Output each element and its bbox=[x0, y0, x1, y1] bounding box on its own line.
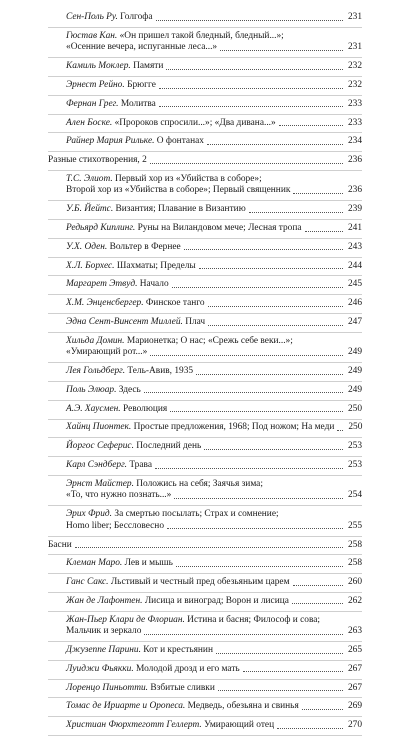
entry-line bbox=[48, 155, 362, 167]
entry-text bbox=[66, 185, 290, 197]
page-number: 253 bbox=[347, 459, 362, 470]
dot-leader bbox=[174, 498, 343, 499]
entry-text bbox=[66, 664, 240, 676]
dot-leader bbox=[208, 325, 343, 326]
dot-leader bbox=[166, 69, 343, 70]
entry-line bbox=[66, 596, 362, 608]
page-number: 270 bbox=[347, 720, 362, 731]
entry-author: Карл Сэндберг. bbox=[66, 459, 127, 470]
entry-line bbox=[66, 347, 362, 359]
entry-line bbox=[66, 404, 362, 416]
page-number: 249 bbox=[347, 366, 362, 377]
entry-title-continued: Homo liber; Бессловесно bbox=[66, 520, 165, 531]
page-number: 255 bbox=[347, 520, 362, 531]
dot-leader bbox=[207, 144, 343, 145]
entry-line bbox=[66, 61, 362, 73]
entry-title: Молитва bbox=[120, 98, 156, 109]
entry-text bbox=[66, 645, 213, 657]
entry-title-continued: «Умирающий рот...» bbox=[66, 347, 148, 358]
dot-leader bbox=[155, 468, 343, 469]
entry-text bbox=[66, 596, 289, 608]
entry-line bbox=[66, 460, 362, 472]
entry-line bbox=[66, 80, 362, 92]
entry-text bbox=[66, 626, 141, 638]
toc-entry bbox=[48, 261, 362, 277]
toc-entry bbox=[48, 279, 362, 295]
entry-text bbox=[66, 441, 201, 453]
entry-line bbox=[66, 441, 362, 453]
dot-leader bbox=[293, 585, 343, 586]
entry-title: Басни bbox=[48, 539, 72, 550]
entry-author: Йоргос Сеферис. bbox=[66, 441, 134, 452]
entry-title: Простые предложения, 1968; Под ножом; На меди bbox=[133, 422, 335, 433]
entry-title-continued: Мальчик и зеркало bbox=[66, 626, 142, 637]
entry-author: Фернан Грег. bbox=[66, 98, 119, 109]
entry-author: Эрнест Рейно. bbox=[66, 79, 125, 90]
entry-author: Т.С. Элиот. bbox=[66, 173, 113, 184]
entry-author: Ганс Сакс. bbox=[66, 577, 109, 588]
toc-entry bbox=[48, 577, 362, 593]
toc-entry bbox=[48, 242, 362, 258]
page-number: 239 bbox=[347, 204, 362, 215]
page-number: 236 bbox=[347, 155, 362, 166]
page-number: 234 bbox=[347, 136, 362, 147]
entry-title: Шахматы; Пределы bbox=[116, 260, 196, 271]
entry-author: У.Б. Йейтс. bbox=[66, 204, 114, 215]
entry-text bbox=[66, 317, 205, 329]
page-number: 233 bbox=[347, 98, 362, 109]
dot-leader bbox=[277, 728, 343, 729]
entry-title: Руны на Виландовом мече; Лесная тропа bbox=[137, 223, 302, 233]
toc-entry bbox=[48, 558, 362, 574]
page-number: 231 bbox=[347, 12, 362, 22]
entry-author: Луиджи Фьякки. bbox=[66, 663, 134, 674]
entry-line bbox=[66, 615, 362, 627]
entry-author: Райнер Мария Рильке. bbox=[66, 136, 155, 147]
dot-leader bbox=[220, 50, 343, 51]
entry-text bbox=[66, 366, 193, 378]
entry-title: Лисица и виноград; Ворон и лисица bbox=[144, 595, 289, 606]
entry-text bbox=[66, 577, 290, 589]
page-number: 243 bbox=[347, 241, 362, 252]
dot-leader bbox=[170, 411, 343, 412]
page-number: 244 bbox=[347, 260, 362, 271]
entry-author: Хайнц Пионтек. bbox=[66, 422, 132, 433]
entry-line bbox=[66, 626, 362, 638]
dot-leader bbox=[249, 212, 343, 213]
dot-leader bbox=[172, 287, 343, 288]
entry-line bbox=[66, 490, 362, 502]
entry-line bbox=[66, 422, 362, 434]
entry-line bbox=[66, 174, 362, 186]
toc-entry bbox=[48, 118, 362, 134]
entry-line bbox=[66, 185, 362, 197]
entry-author: Эрих Фрид. bbox=[66, 509, 113, 520]
entry-title: Начало bbox=[139, 279, 169, 290]
entry-line bbox=[66, 261, 362, 273]
toc-entry bbox=[48, 460, 362, 476]
entry-title: Взбитые сливки bbox=[150, 682, 215, 693]
entry-author: Эрнст Майстер. bbox=[66, 478, 134, 489]
dot-leader bbox=[144, 634, 343, 635]
entry-line bbox=[48, 540, 362, 552]
toc-entry bbox=[48, 317, 362, 333]
entry-line bbox=[66, 479, 362, 491]
toc-entry bbox=[48, 441, 362, 457]
entry-text bbox=[66, 558, 173, 570]
entry-text bbox=[66, 223, 302, 235]
entry-text bbox=[66, 12, 153, 24]
entry-title: Кот и крестьянин bbox=[143, 645, 213, 655]
entry-title-continued: «Осенние вечера, испуганные леса...» bbox=[66, 42, 218, 53]
entry-text bbox=[48, 155, 147, 167]
entry-author: Камиль Моклер. bbox=[66, 61, 131, 72]
entry-line bbox=[66, 204, 362, 216]
toc-entry bbox=[48, 80, 362, 96]
entry-line bbox=[66, 279, 362, 291]
toc-entry bbox=[48, 61, 362, 77]
entry-author: Ален Боске. bbox=[66, 117, 113, 128]
dot-leader bbox=[150, 355, 343, 356]
dot-leader bbox=[305, 231, 343, 232]
page-number: 250 bbox=[348, 422, 363, 433]
dot-leader bbox=[176, 566, 343, 567]
entry-title: Голгофа bbox=[120, 12, 153, 22]
entry-author: Томас де Ириарте и Оропеса. bbox=[66, 701, 186, 712]
entry-title: Революция bbox=[123, 403, 168, 414]
dot-leader bbox=[167, 528, 343, 529]
entry-line bbox=[66, 12, 362, 24]
entry-line bbox=[66, 701, 362, 713]
entry-title: Памяти bbox=[133, 61, 164, 72]
entry-title: Здесь bbox=[118, 384, 141, 395]
entry-author: Эдна Сент-Винсент Миллей. bbox=[66, 316, 183, 327]
toc-entry bbox=[48, 366, 362, 382]
toc-entry bbox=[48, 615, 362, 642]
dot-leader bbox=[75, 547, 343, 548]
toc-entry bbox=[48, 204, 362, 220]
page-number: 253 bbox=[347, 441, 362, 452]
dot-leader bbox=[199, 268, 343, 269]
page-number: 249 bbox=[347, 347, 362, 358]
entry-line bbox=[66, 366, 362, 378]
entry-text bbox=[66, 261, 196, 273]
entry-title: Вольтер в Фернее bbox=[109, 241, 181, 252]
entry-title-continued: Второй хор из «Убийства в соборе»; Первый священник bbox=[66, 185, 291, 196]
dot-leader bbox=[184, 249, 343, 250]
toc-entry bbox=[48, 664, 362, 680]
toc-entry bbox=[48, 720, 362, 736]
entry-text bbox=[48, 540, 72, 552]
entry-author: Джузеппе Парини. bbox=[66, 645, 141, 655]
entry-text bbox=[66, 683, 215, 695]
entry-author: А.Э. Хаусмен. bbox=[66, 403, 121, 414]
entry-title: «Он пришел такой бледный, бледный...»; bbox=[119, 30, 284, 41]
page-number: 233 bbox=[347, 117, 362, 128]
entry-title: О фонтанах bbox=[156, 136, 204, 147]
dot-leader bbox=[216, 653, 343, 654]
page-number: 258 bbox=[347, 558, 362, 569]
entry-text bbox=[66, 118, 276, 130]
entry-line bbox=[66, 118, 362, 130]
entry-text bbox=[66, 701, 299, 713]
page-number: 269 bbox=[347, 701, 362, 712]
entry-title: Плач bbox=[185, 316, 206, 327]
dot-leader bbox=[204, 449, 343, 450]
entry-line bbox=[66, 558, 362, 570]
entry-author: Хильда Домин. bbox=[66, 335, 125, 346]
entry-title: Медведь, обезьяна и свинья bbox=[187, 701, 299, 712]
entry-author: Христиан Фюрхтеготт Геллерт. bbox=[66, 720, 202, 731]
page-number: 246 bbox=[347, 298, 362, 309]
entry-line bbox=[66, 136, 362, 148]
toc-entry bbox=[48, 12, 362, 28]
entry-title: Марионетка; О нас; «Срежь себе веки...»; bbox=[126, 335, 293, 346]
page-number: 236 bbox=[347, 185, 362, 196]
page-number: 263 bbox=[347, 626, 362, 637]
entry-text bbox=[66, 490, 171, 502]
entry-text bbox=[66, 460, 152, 472]
entry-text bbox=[66, 242, 181, 254]
entry-text bbox=[66, 204, 246, 216]
entry-text bbox=[66, 80, 156, 92]
page-number: 232 bbox=[347, 61, 362, 72]
entry-line bbox=[66, 645, 362, 657]
entry-author: Жан-Пьер Клари де Флориан. bbox=[66, 614, 185, 625]
entry-text bbox=[66, 279, 169, 291]
page-number: 231 bbox=[347, 42, 362, 53]
dot-leader bbox=[208, 306, 343, 307]
dot-leader bbox=[150, 163, 343, 164]
entry-text bbox=[66, 136, 204, 148]
toc-entry bbox=[48, 404, 362, 420]
entry-text bbox=[66, 422, 334, 434]
page-number: 267 bbox=[347, 663, 362, 674]
dot-leader bbox=[218, 690, 343, 691]
entry-text bbox=[66, 42, 217, 54]
entry-title: «Пророков спросили...»; «Два дивана...» bbox=[114, 117, 276, 128]
entry-line bbox=[66, 31, 362, 43]
toc-entry bbox=[48, 223, 362, 239]
table-of-contents bbox=[48, 12, 362, 739]
entry-text bbox=[66, 298, 205, 310]
page-number: 247 bbox=[347, 316, 362, 327]
toc-entry bbox=[48, 596, 362, 612]
entry-title: Молодой дрозд и его мать bbox=[136, 663, 240, 674]
toc-entry bbox=[48, 298, 362, 314]
dot-leader bbox=[156, 20, 343, 21]
entry-line bbox=[66, 223, 362, 235]
entry-title: Брюгге bbox=[127, 79, 156, 90]
entry-author: Маргарет Этвуд. bbox=[66, 279, 138, 290]
entry-title: Первый хор из «Убийства в соборе»; bbox=[115, 173, 262, 184]
entry-text bbox=[66, 347, 147, 359]
entry-author: Гюстав Кан. bbox=[66, 30, 118, 41]
entry-author: Лея Гольдберг. bbox=[66, 366, 126, 377]
toc-entry bbox=[48, 645, 362, 661]
toc-entry bbox=[48, 422, 362, 438]
dot-leader bbox=[196, 374, 343, 375]
entry-line bbox=[66, 242, 362, 254]
entry-line bbox=[66, 683, 362, 695]
toc-entry bbox=[48, 99, 362, 115]
entry-author: Клеман Маро. bbox=[66, 558, 123, 569]
toc-entry bbox=[48, 336, 362, 363]
page-number: 245 bbox=[347, 279, 362, 290]
page-number: 260 bbox=[347, 577, 362, 588]
dot-leader bbox=[159, 88, 343, 89]
entry-text bbox=[66, 385, 141, 397]
page-number: 267 bbox=[347, 682, 362, 693]
entry-title: Последний день bbox=[136, 441, 202, 452]
page-number: 258 bbox=[347, 539, 362, 550]
toc-entry bbox=[48, 31, 362, 58]
entry-line bbox=[66, 720, 362, 732]
toc-entry bbox=[48, 174, 362, 201]
entry-author: У.Х. Оден. bbox=[66, 241, 108, 252]
entry-title: Финское танго bbox=[145, 298, 205, 309]
entry-text bbox=[66, 404, 167, 416]
entry-line bbox=[66, 99, 362, 111]
entry-title: Лев и мышь bbox=[124, 558, 173, 569]
page-number: 249 bbox=[347, 384, 362, 395]
entry-text bbox=[66, 99, 156, 111]
entry-line bbox=[66, 385, 362, 397]
dot-leader bbox=[302, 709, 343, 710]
page-number: 254 bbox=[347, 490, 362, 501]
entry-title: Разные стихотворения, 2 bbox=[48, 155, 147, 166]
dot-leader bbox=[292, 603, 343, 604]
entry-author: Поль Элюар. bbox=[66, 384, 117, 395]
entry-text bbox=[66, 61, 163, 73]
entry-line bbox=[66, 521, 362, 533]
toc-entry bbox=[48, 509, 362, 536]
entry-title: Истина и басня; Философ и сова; bbox=[187, 614, 321, 625]
toc-entry bbox=[48, 701, 362, 717]
entry-title: Тель-Авив, 1935 bbox=[127, 366, 194, 377]
page-number: 265 bbox=[347, 645, 362, 655]
entry-text bbox=[66, 720, 274, 732]
entry-line bbox=[66, 509, 362, 521]
entry-title: Льстивый и честный пред обезьяньим царем bbox=[110, 577, 290, 588]
toc-entry bbox=[48, 136, 362, 152]
entry-title-continued: «То, что нужно познать...» bbox=[66, 490, 172, 501]
entry-line bbox=[66, 298, 362, 310]
entry-title: Византия; Плавание в Византию bbox=[115, 204, 246, 215]
entry-author: Сен-Поль Ру. bbox=[66, 12, 118, 22]
toc-section bbox=[48, 540, 362, 556]
entry-line bbox=[66, 577, 362, 589]
entry-author: Х.Л. Борхес. bbox=[66, 260, 115, 271]
entry-author: Х.М. Энценсбергер. bbox=[66, 298, 144, 309]
entry-title: За смертью посылать; Страх и сомнение; bbox=[114, 509, 279, 520]
dot-leader bbox=[159, 106, 343, 107]
dot-leader bbox=[337, 430, 343, 431]
entry-line bbox=[66, 42, 362, 54]
page-number: 241 bbox=[347, 223, 362, 233]
entry-line bbox=[66, 664, 362, 676]
toc-entry bbox=[48, 683, 362, 699]
dot-leader bbox=[243, 671, 343, 672]
entry-line bbox=[66, 336, 362, 348]
entry-title: Трава bbox=[129, 459, 152, 470]
page-number: 262 bbox=[347, 595, 362, 606]
entry-title: Положись на себя; Заячья зима; bbox=[136, 478, 263, 489]
page-number: 250 bbox=[347, 403, 362, 414]
entry-text bbox=[66, 521, 164, 533]
entry-title: Умирающий отец bbox=[204, 720, 275, 731]
dot-leader bbox=[293, 193, 343, 194]
entry-line bbox=[66, 317, 362, 329]
entry-author: Жан де Лафонтен. bbox=[66, 595, 143, 606]
entry-author: Лоренцо Пиньотти. bbox=[66, 682, 149, 693]
entry-author: Редьярд Киплинг. bbox=[66, 223, 136, 233]
toc-entry bbox=[48, 479, 362, 506]
toc-section bbox=[48, 155, 362, 171]
page-number: 232 bbox=[347, 79, 362, 90]
toc-entry bbox=[48, 385, 362, 401]
dot-leader bbox=[144, 392, 343, 393]
dot-leader bbox=[279, 125, 343, 126]
